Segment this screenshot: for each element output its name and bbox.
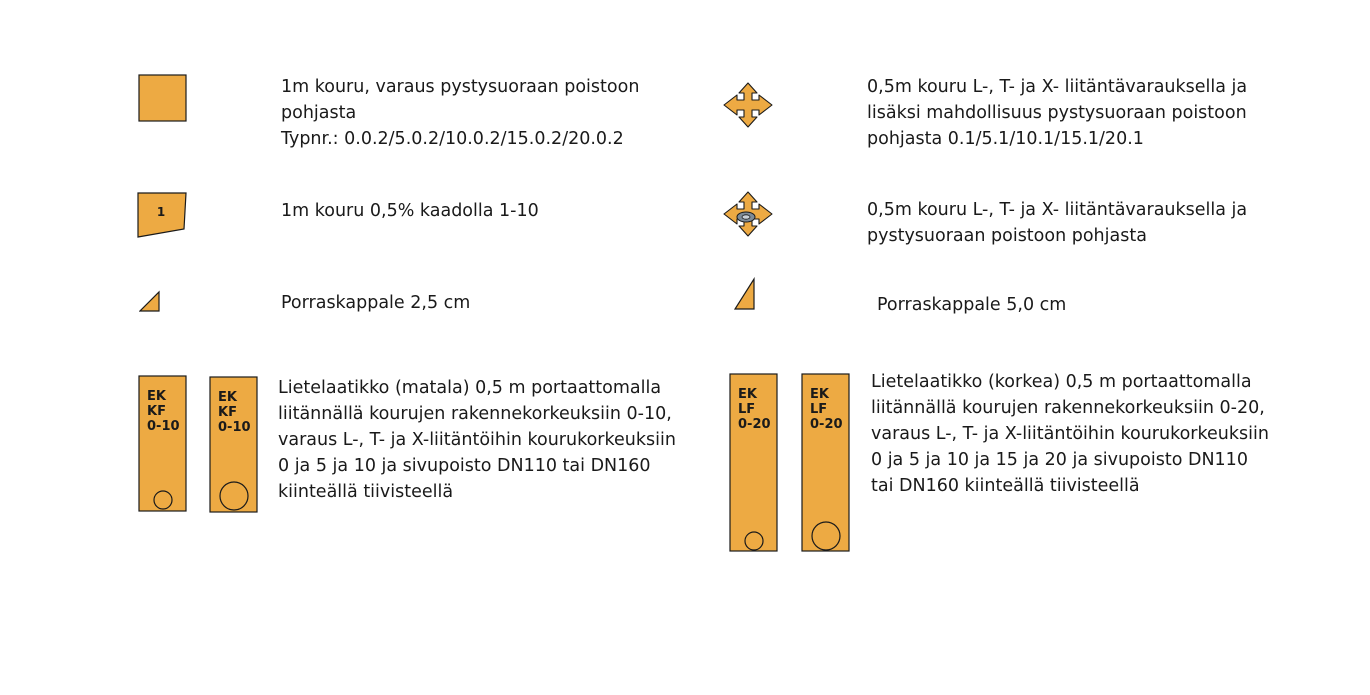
sludge-box-low-description (278, 375, 676, 505)
box-label: 0-20 (810, 417, 843, 432)
description-line: Porraskappale 2,5 cm (281, 293, 471, 313)
box-label: KF (147, 404, 166, 419)
description-line: 0,5m kouru L-, T- ja X- liitäntävarauksella ja (867, 200, 1248, 220)
large-step-triangle-icon (734, 277, 756, 311)
description-line: 0 ja 5 ja 10 ja 15 ja 20 ja sivupoisto DN110 (871, 450, 1248, 470)
sloped-channel-icon (137, 192, 189, 240)
description-line: 0 ja 5 ja 10 ja sivupoisto DN110 tai DN160 (278, 456, 651, 476)
box-label: 0-20 (738, 417, 771, 432)
square-channel-description (281, 74, 639, 152)
four-way-arrow-drain-description (867, 197, 1247, 249)
four-way-arrow-description (867, 74, 1247, 152)
description-line: Porraskappale 5,0 cm (877, 295, 1067, 315)
sloped-channel-label: 1 (156, 205, 166, 219)
description-line: 1m kouru 0,5% kaadolla 1-10 (281, 201, 539, 221)
box-label: 0-10 (147, 419, 180, 434)
large-step-description (877, 292, 1066, 318)
description-line: pohjasta (281, 103, 357, 123)
small-step-triangle-icon (139, 290, 161, 312)
description-line: 0,5m kouru L-, T- ja X- liitäntävarauksella ja (867, 77, 1248, 97)
description-line: lisäksi mahdollisuus pystysuoraan poistoon (867, 103, 1247, 123)
box-label: KF (218, 405, 237, 420)
description-line: liitännällä kourujen rakennekorkeuksiin 0-20, (871, 398, 1265, 418)
description-line: Lietelaatikko (matala) 0,5 m portaattomalla (278, 378, 662, 398)
small-step-description (281, 290, 470, 316)
description-line: liitännällä kourujen rakennekorkeuksiin 0-10, (278, 404, 672, 424)
description-line: tai DN160 kiinteällä tiivisteellä (871, 476, 1140, 496)
box-label: EK (738, 387, 757, 402)
box-label: EK (218, 390, 237, 405)
square-channel-icon (138, 74, 188, 124)
four-way-arrow-drain-icon (722, 191, 774, 237)
box-label: EK (810, 387, 829, 402)
box-label: LF (738, 402, 756, 417)
description-line: pystysuoraan poistoon pohjasta (867, 226, 1147, 246)
sludge-box-high-large-outlet-icon (801, 373, 851, 553)
description-line: Lietelaatikko (korkea) 0,5 m portaattomalla (871, 372, 1252, 392)
box-label: EK (147, 389, 166, 404)
description-line: varaus L-, T- ja X-liitäntöihin kourukorkeuksiin (871, 424, 1269, 444)
sludge-box-low-large-outlet-icon (209, 376, 259, 514)
description-line: kiinteällä tiivisteellä (278, 482, 454, 502)
sludge-box-high-description (871, 369, 1269, 499)
description-line: pohjasta 0.1/5.1/10.1/15.1/20.1 (867, 129, 1144, 149)
box-label: LF (810, 402, 828, 417)
description-line: varaus L-, T- ja X-liitäntöihin kourukorkeuksiin (278, 430, 676, 450)
four-way-arrow-icon (722, 82, 774, 128)
description-line: Typnr.: 0.0.2/5.0.2/10.0.2/15.0.2/20.0.2 (281, 129, 624, 149)
description-line: 1m kouru, varaus pystysuoraan poistoon (281, 77, 640, 97)
sloped-channel-description (281, 198, 539, 224)
sludge-box-high-icon (729, 373, 779, 553)
sludge-box-low-icon (138, 375, 188, 513)
box-label: 0-10 (218, 420, 251, 435)
